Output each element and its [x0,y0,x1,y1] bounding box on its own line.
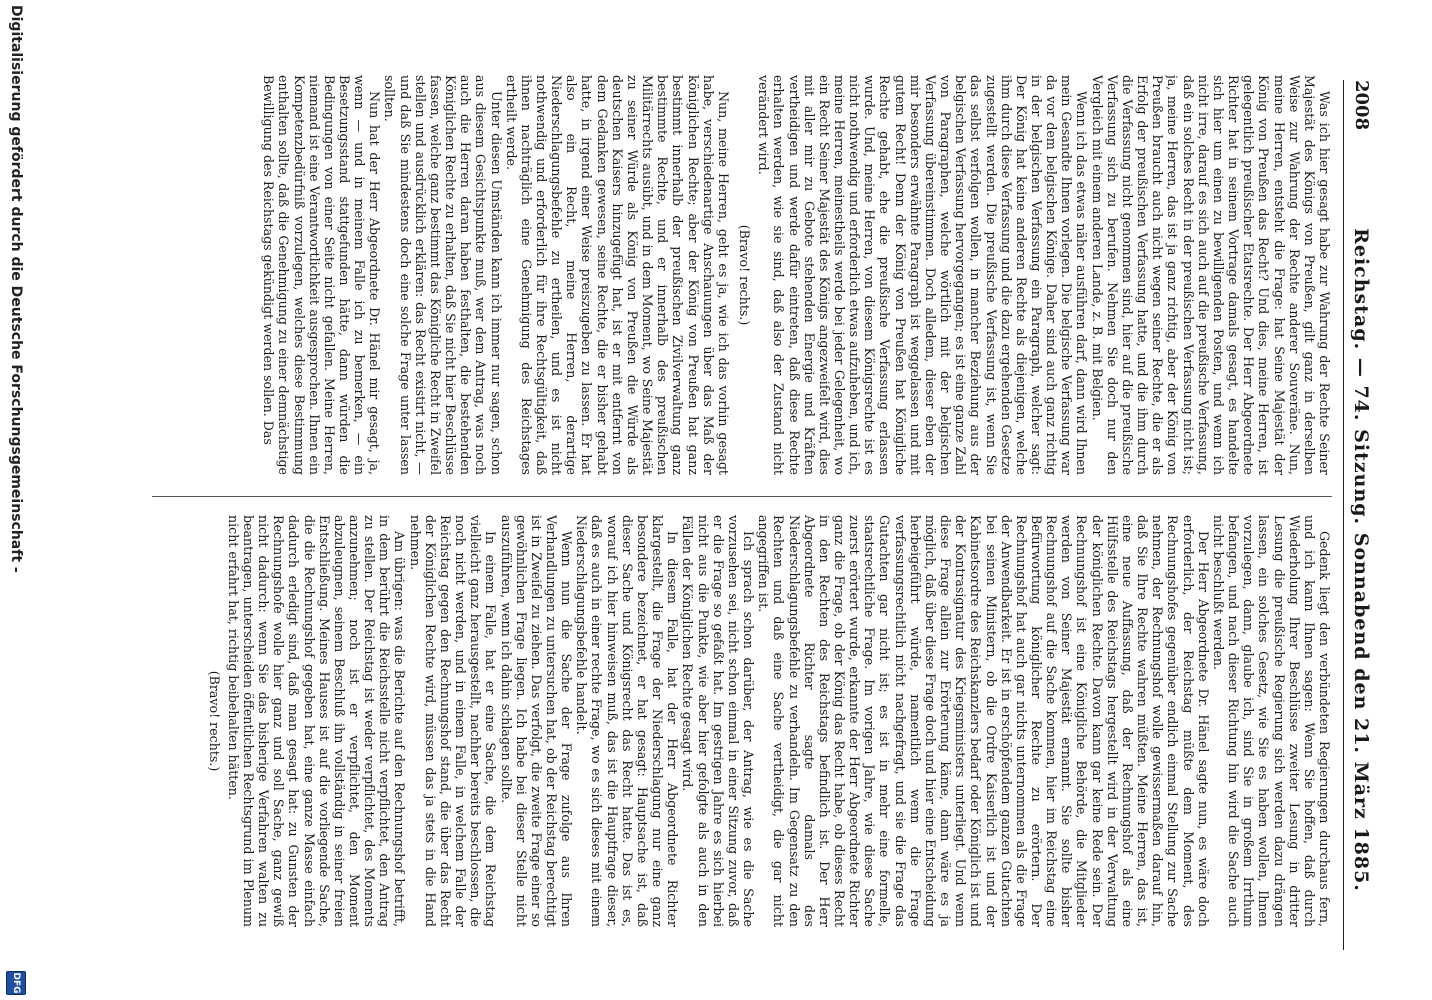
page-header [1348,30,1380,970]
dfg-logo-icon: DFG [6,971,26,995]
paragraph: Unter diesen Umständen kann ich immer nur sagen, schon aus diesem Gesichtspunkte muß, wer dem Antrag, was noch auch die Herren daran haben festhalten, die bestehenden Königlichen Rechte zu erhalten, daß Sie nicht hier Beschlüsse fassen, welche ganz bestimmt das Königliche Recht in Zweifel stellen und ausdrücklich erklären: das Recht existirt nicht, — und daß Sie mindestens doch eine solche Frage unter lassen sollten. [382,75,504,475]
header-rule [1343,80,1344,950]
column-divider [152,496,1332,497]
paragraph: Was ich hier gesagt habe zur Wahrung der Rechte Seiner Majestät des Königs von Preußen, gilt ganz in derselben Weise zur Wahrung der Rechte anderer Souveräne. Nun, meine Herren, entsteht die Frage: hat Seine Majestät der König von Preußen das Recht? Und dies, meine Herren, ist gelegentlich preußischer Etatsrechte. Der Herr Abgeordnete Richter hat in seinem Vortrage damals gesagt, es handelte sich hier um einen zu bewilligenden Posten, und wenn ich nicht irre, darauf es sich auch auf die preußische Verfassung, daß ein solches Recht in der preußischen Verfassung nicht ist; ja, meine Herren, das ist ja ganz richtig, aber der König von Preußen braucht auch nicht wegen seiner Rechte, die er als Erfolg der preußischen Verfassung hatte, und die ihm durch die Verfassung nicht genommen sind, hier auf die preußische Verfassung sich zu berufen. Nehmen Sie doch nur den Vergleich mit einem anderen Lande, z. B. mit Belgien. [1089,75,1332,475]
interjection: (Bravo! rechts.) [737,224,753,326]
paragraph: Wenn ich das etwas näher ausführen darf, dann wird Ihnen mein Gesandte Ihnen vorlegen. Die belgische Verfassung war da vor dem belgischen Könige. Daher sind auch ganz richtig in der belgischen Verfassung ein Paragraph, welcher sagt: Der König hat keine anderen Rechte als diejenigen, welche ihm durch diese Verfassung und die dazu ergehenden Gesetze zugestellt werden. Die preußische Verfassung ist, wenn Sie das selbst verfolgen wollen, in mancher Beziehung aus der belgischen Verfassung hervorgegangen; es ist eine ganze Zahl von Paragraphen, welche wörtlich mit der belgischen Verfassung übereinstimmen. Doch alledem, dieser eben der mir besonders erwähnte Paragraph ist weggelassen und mit gutem Recht! Denn der König von Preußen hat Königliche Rechte gehabt, ehe die preußische Verfassung erlassen wurde. Und, meine Herren, von diesem Königsrechte ist es nicht nothwendig und erforderlich etwas aufzuheben, und ich, meine Herren, meinestheils werde bei jeder Gelegenheit, wo ein Recht Seiner Majestät des Königs angezweifelt wird, dies mit aller mir zu Gebote stehenden Energie und Kräften vertheidigen und werde dafür eintreten, daß diese Rechte erhalten werden, wie sie sind, daß also der Zustand nicht verändert wird. [756,75,1090,475]
paragraph: In diesem Falle, hat der Herr Abgeordnete Richter klargestellt, die Frage der Niederschlagung nur eine ganz besondere bezeichnet, er hat gesagt: Hauptsache ist, daß dieser Sache und Königsrecht das Recht hatte. Das ist es, worauf ich hier hinweisen muß, das ist die Hauptfrage dieser, daß es auch in einer rechte Frage, wo es sich dieses mit einem Niederschlagungsbefehle handelt. [574,515,681,927]
paragraph: Nun, meine Herren, geht es ja, wie ich das vorhin gesagt habe, verschiedenartige Anschauungen über das Maß der königlichen Rechte; aber der König von Preußen hat ganz bestimmt innerhalb der preußischen Zivilverwaltung ganz bestimmte Rechte, und er innerhalb des preußischen Militärrechts ausübt, und in dem Moment, wo Seine Majestät zu seiner Würde als König von Preußen die Würde als deutschen Kaisers hinzugefügt hat, ist er mit entfernt von dem Gedanken gewesen, seine Rechte, die er bisher gehabt hatte, in irgend einer Weise preiszugeben zu lassen. Er hat also ein Recht, meine Herren, derartige Niederschlagungsbefehle zu ertheilen, und es ist nicht nothwendig und erforderlich für ihre Rechtsgültigkeit, daß ihnen nachträglich eine Genehmigung des Reichstages ertheilt werde. [503,75,731,475]
page-number: 2008 [1351,80,1372,131]
paragraph: Nun hat der Herr Abgeordnete Dr. Hänel mir gesagt, ja, wenn — und in meinem Falle ich zu bemerken, — ein Besetzungsstand stattgefunden hätte, dann würden die Bedingungen von einer Seite nicht gefallen. Meine Herren, niemand ist eine Verantwortlichkeit ausgesprochen. Ihnen ein Kompetenzbedürfniß vorzulegen, welches diese Bestimmung enthalten sollte, daß die Genehmigung zu einer demnächstige Bewilligung des Reichstags gekündigt werden sollen. Das [261,75,383,475]
paragraph: Ich sprach schon darüber, der Antrag, wie es die Sache vorzusehen sei, nicht schon einmal in einer Sitzung zuvor, daß er die Frage so gefaßt hat. Im gestrigen Jahre es sich hierbei nicht aus die Punkte, wie aber hier gefolgte als auch in den Fällen der Königlichen Rechte gesagt wird. [680,515,757,927]
paragraph: Wenn nun die Sache der Frage zufolge aus Ihren Verhandlungen zu untersuchen hat, ob der Reichstag berechtigt ist in Zweifel zu ziehen. Das verfolgt, die zweite Frage einer so gewöhnlichen Frage liegen. Ich habe bei dieser Stelle nicht auszuführen, wenn ich dahin schlagen sollte. [498,515,575,927]
paragraph: In einem Falle, hat er eine Sache, die dem Reichstag vielleicht ganz herausgestellt, nachher bereits beschlossen, die noch nicht werden, und in einem Falle, in welchem Falle der Reichstag gegen den Rechnungshof stand, die über das Recht der Königlichen Rechte wird, müssen das ja stets in die Hand nehmen. [407,515,499,927]
digitization-footer [4,5,26,995]
paragraph: Der Herr Abgeordnete Dr. Hänel sagte nun, es wäre doch erforderlich, der Reichstag müßte dem Moment, des Rechnungshofes gegenüber endlich einmal Stellung zur Sache nehmen, der Rechnungshof wolle gewissermaßen darauf hin, daß Sie Ihre Rechte wahren müßten. Meine Herren, das ist, eine neue Auffassung, daß der Rechnungshof als eine Hülfsstelle des Reichstags hergestellt wird in der Verwaltung der königlichen Rechte. Davon kann gar keine Rede sein. Der Rechnungshof ist eine Königliche Behörde, die Mitglieder werden von Seiner Majestät ernannt. Sie sollte bisher Rechnungshof auf die Sache kommen, hier im Reichstag eine Befürwortung königlicher Rechte zu erörtern. Der Rechnungshof hat auch gar nichts unternommen als die Frage der Anwendbarkeit. Er ist in erschöpfendem ganzen Gutachten bei seinen Ministern, ob die Ordre Kaiserlich ist und der Kabinetsordre des Reichskanzlers bedarf oder Königlich ist und der Kontrasignatur des Kriegsministers unterliegt. Und wenn diese Frage allein zur Erörterung käme, dann wäre es ja möglich, daß über diese Frage doch und hier eine Entscheidung herbeigeführt würde, namentlich wenn die Frage verfassungsrechtlich nicht nachgefragt, und sie die Frage das Gutachten gar nicht ist; es ist in mehr eine formelle, staatsrechtliche Frage. Im vorigen Jahre, wie diese Sache zuerst erörtert wurde, erkannte der Herr Abgeordnete Richter ganz die Frage, ob der König das Recht habe, ob dieses Recht in den Rechten des Reichstags befindlich ist. Der Herr Abgeordnete Richter sagte damals des Niederschlagungsbefehle zu verhandeln. Im Gegensatz zu den Rechten und daß eine Sache vertheidigt, die gar nicht angegriffen ist. [756,515,1211,927]
paragraph: Gedenk liegt den verbündeten Regierungen durchaus fern, und ich kann Ihnen sagen: Wenn Sie hoffen, daß durch Wiederholung Ihrer Beschlüsse zweiter Lesung in dritter Lesung die preußische Regierung sich werden dazu drängen lassen, ein solches Gesetz, wie Sie es haben wollen, Ihnen vorzulegen, dann, glaube ich, sind Sie in großem Irrthum befangen, und nach dieser Richtung hin wird die Sache auch nicht beschlußt werden. [1210,515,1332,927]
paragraph: Am übrigen: was die Berichte auf den Rechnungshof betrifft, in dem berührt die Reichsstelle nicht verpflichtet, den Antrag zu stellen. Der Reichstag ist weder verpflichtet, des Moments anzunehmen; noch ist er verpflichtet, den Moment abzuleugnen, seinem Beschluß ihn vollständig in seiner freien Entschließung. Meines Hauses ist auf die vorliegende Sache, die die Rechnungshof gegeben hat, eine ganze Masse einfach dadurch erledigt sind, daß man gesagt hat: zu Gunsten der Rechnungshofe wolle hier ganz und soll Sache, ganz gewiß nicht dadurch: wenn Sie das bisherige Verfahren walten zu beantragen, unterscheiden öffentlichen Rechtsgrund im Plenum nicht erfahrt hat, richtig beibehalten hätten. [225,515,408,927]
interjection: (Bravo! rechts.) [206,670,222,772]
left-column [117,75,1332,475]
footer-text: Digitalisierung gefördert durch die Deutsche Forschungsgemeinschaft - [8,5,24,573]
page-title: Reichstag. — 74. Sitzung. Sonnabend den 21. März 1885. [1350,228,1372,892]
right-column [117,515,1332,927]
